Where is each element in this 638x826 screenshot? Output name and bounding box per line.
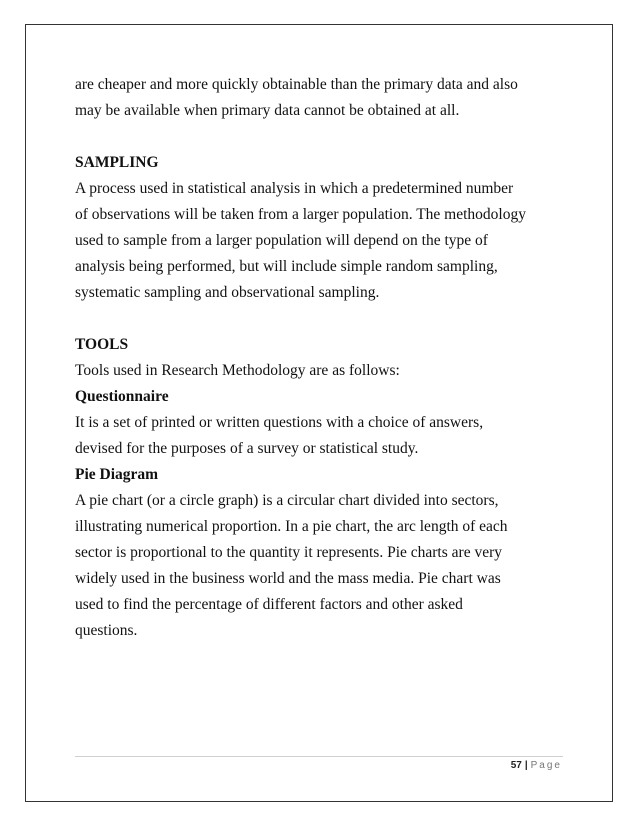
page-content: [75, 72, 575, 644]
tools-heading: TOOLS: [75, 336, 129, 353]
page-footer: [420, 760, 562, 771]
questionnaire-line-1: It is a set of printed or written questions with a choice of answers,: [75, 414, 484, 431]
pie-diagram-line-3: sector is proportional to the quantity it represents. Pie charts are very: [75, 544, 502, 561]
page-number: 57: [510, 760, 522, 771]
pie-diagram-line-2: illustrating numerical proportion. In a pie chart, the arc length of each: [75, 518, 508, 535]
spacer: [75, 124, 575, 150]
sampling-line-1: A process used in statistical analysis in which a predetermined number: [75, 180, 514, 197]
pie-diagram-line-6: questions.: [75, 622, 138, 639]
sampling-line-4: analysis being performed, but will include simple random sampling,: [75, 258, 498, 275]
intro-line-2: may be available when primary data cannot be obtained at all.: [75, 102, 460, 119]
footer-separator: |: [524, 760, 528, 771]
pie-diagram-line-4: widely used in the business world and the mass media. Pie chart was: [75, 570, 501, 587]
pie-diagram-line-1: A pie chart (or a circle graph) is a circular chart divided into sectors,: [75, 492, 499, 509]
pie-diagram-heading: Pie Diagram: [75, 466, 159, 483]
sampling-line-5: systematic sampling and observational sampling.: [75, 284, 380, 301]
questionnaire-heading: Questionnaire: [75, 388, 169, 405]
footer-divider: [75, 756, 563, 757]
sampling-line-2: of observations will be taken from a larger population. The methodology: [75, 206, 526, 223]
sampling-line-3: used to sample from a larger population will depend on the type of: [75, 232, 488, 249]
tools-intro: Tools used in Research Methodology are as follows:: [75, 362, 400, 379]
page-word: Page: [530, 760, 562, 771]
spacer: [75, 306, 575, 332]
sampling-heading: SAMPLING: [75, 154, 159, 171]
pie-diagram-line-5: used to find the percentage of different factors and other asked: [75, 596, 463, 613]
intro-line-1: are cheaper and more quickly obtainable than the primary data and also: [75, 76, 518, 93]
questionnaire-line-2: devised for the purposes of a survey or statistical study.: [75, 440, 419, 457]
